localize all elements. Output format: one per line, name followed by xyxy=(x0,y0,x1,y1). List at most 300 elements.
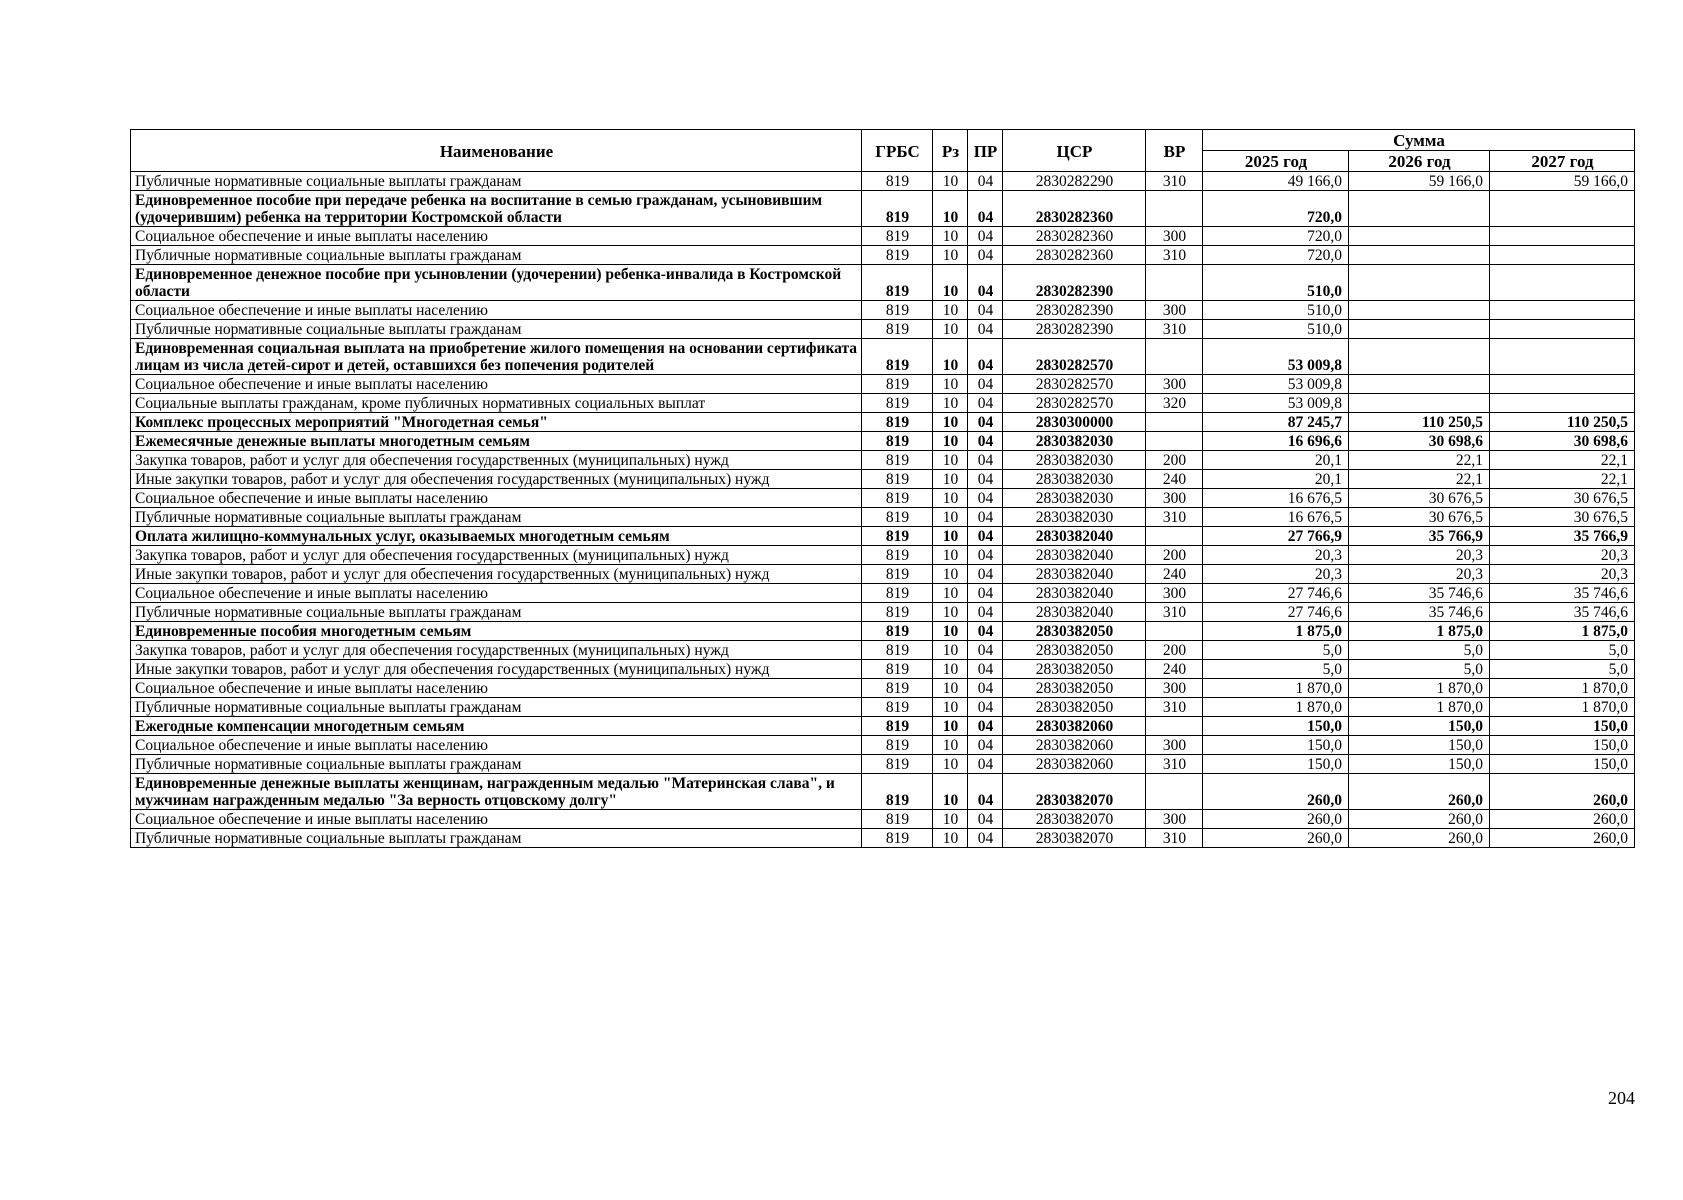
cell-vr: 310 xyxy=(1146,698,1203,717)
cell-rz: 10 xyxy=(933,508,968,527)
cell-sum-2025: 150,0 xyxy=(1203,755,1349,774)
cell-pr: 04 xyxy=(968,679,1003,698)
cell-grbs: 819 xyxy=(862,432,933,451)
cell-vr xyxy=(1146,622,1203,641)
cell-name: Иные закупки товаров, работ и услуг для обеспечения государственных (муниципальных) нужд xyxy=(131,470,862,489)
cell-vr: 240 xyxy=(1146,565,1203,584)
cell-pr: 04 xyxy=(968,829,1003,848)
cell-sum-2026: 110 250,5 xyxy=(1349,413,1490,432)
table-row xyxy=(131,451,1635,470)
cell-name: Оплата жилищно-коммунальных услуг, оказываемых многодетным семьям xyxy=(131,527,862,546)
cell-grbs: 819 xyxy=(862,339,933,375)
cell-rz: 10 xyxy=(933,227,968,246)
table-body xyxy=(131,172,1635,848)
cell-grbs: 819 xyxy=(862,584,933,603)
cell-name: Закупка товаров, работ и услуг для обеспечения государственных (муниципальных) нужд xyxy=(131,451,862,470)
cell-sum-2025: 20,3 xyxy=(1203,565,1349,584)
cell-sum-2027 xyxy=(1490,320,1635,339)
cell-sum-2026: 150,0 xyxy=(1349,736,1490,755)
cell-sum-2026 xyxy=(1349,246,1490,265)
cell-csr: 2830282360 xyxy=(1003,246,1146,265)
cell-name: Социальное обеспечение и иные выплаты населению xyxy=(131,810,862,829)
cell-rz: 10 xyxy=(933,375,968,394)
cell-sum-2027: 30 676,5 xyxy=(1490,489,1635,508)
cell-rz: 10 xyxy=(933,660,968,679)
cell-name: Социальное обеспечение и иные выплаты населению xyxy=(131,489,862,508)
cell-rz: 10 xyxy=(933,301,968,320)
cell-sum-2026 xyxy=(1349,301,1490,320)
cell-vr: 200 xyxy=(1146,451,1203,470)
cell-sum-2025: 720,0 xyxy=(1203,191,1349,227)
cell-vr: 310 xyxy=(1146,603,1203,622)
cell-grbs: 819 xyxy=(862,172,933,191)
cell-sum-2026 xyxy=(1349,394,1490,413)
cell-pr: 04 xyxy=(968,810,1003,829)
cell-vr: 300 xyxy=(1146,227,1203,246)
cell-pr: 04 xyxy=(968,339,1003,375)
cell-sum-2026 xyxy=(1349,191,1490,227)
table-row xyxy=(131,829,1635,848)
cell-sum-2025: 150,0 xyxy=(1203,736,1349,755)
cell-sum-2027: 260,0 xyxy=(1490,774,1635,810)
table-row xyxy=(131,470,1635,489)
cell-vr: 300 xyxy=(1146,301,1203,320)
cell-name: Комплекс процессных мероприятий "Многодетная семья" xyxy=(131,413,862,432)
cell-csr: 2830382070 xyxy=(1003,829,1146,848)
cell-sum-2025: 1 870,0 xyxy=(1203,698,1349,717)
cell-rz: 10 xyxy=(933,265,968,301)
table-row xyxy=(131,810,1635,829)
cell-grbs: 819 xyxy=(862,641,933,660)
cell-csr: 2830382040 xyxy=(1003,546,1146,565)
cell-sum-2026: 260,0 xyxy=(1349,810,1490,829)
cell-vr: 240 xyxy=(1146,470,1203,489)
cell-pr: 04 xyxy=(968,432,1003,451)
cell-sum-2026: 30 676,5 xyxy=(1349,508,1490,527)
cell-sum-2027 xyxy=(1490,265,1635,301)
cell-sum-2027 xyxy=(1490,375,1635,394)
cell-sum-2026: 260,0 xyxy=(1349,829,1490,848)
cell-pr: 04 xyxy=(968,413,1003,432)
cell-sum-2027: 20,3 xyxy=(1490,546,1635,565)
cell-sum-2027: 1 870,0 xyxy=(1490,679,1635,698)
cell-grbs: 819 xyxy=(862,227,933,246)
cell-grbs: 819 xyxy=(862,698,933,717)
cell-csr: 2830300000 xyxy=(1003,413,1146,432)
cell-pr: 04 xyxy=(968,717,1003,736)
cell-sum-2025: 510,0 xyxy=(1203,320,1349,339)
cell-rz: 10 xyxy=(933,172,968,191)
cell-rz: 10 xyxy=(933,489,968,508)
cell-vr: 310 xyxy=(1146,172,1203,191)
cell-csr: 2830382060 xyxy=(1003,717,1146,736)
cell-vr: 300 xyxy=(1146,375,1203,394)
cell-vr: 310 xyxy=(1146,246,1203,265)
cell-grbs: 819 xyxy=(862,451,933,470)
cell-sum-2025: 5,0 xyxy=(1203,641,1349,660)
cell-pr: 04 xyxy=(968,320,1003,339)
cell-csr: 2830382050 xyxy=(1003,698,1146,717)
cell-name: Иные закупки товаров, работ и услуг для обеспечения государственных (муниципальных) нужд xyxy=(131,565,862,584)
cell-rz: 10 xyxy=(933,679,968,698)
cell-sum-2027: 35 766,9 xyxy=(1490,527,1635,546)
cell-sum-2027: 30 698,6 xyxy=(1490,432,1635,451)
cell-pr: 04 xyxy=(968,394,1003,413)
table-row xyxy=(131,489,1635,508)
cell-sum-2026: 35 746,6 xyxy=(1349,584,1490,603)
cell-sum-2027: 150,0 xyxy=(1490,736,1635,755)
cell-pr: 04 xyxy=(968,265,1003,301)
cell-sum-2025: 260,0 xyxy=(1203,829,1349,848)
cell-sum-2025: 27 746,6 xyxy=(1203,584,1349,603)
cell-sum-2026: 1 875,0 xyxy=(1349,622,1490,641)
cell-csr: 2830282360 xyxy=(1003,227,1146,246)
cell-pr: 04 xyxy=(968,508,1003,527)
header-vr: ВР xyxy=(1146,130,1203,172)
header-row xyxy=(131,130,1635,151)
cell-csr: 2830282390 xyxy=(1003,265,1146,301)
cell-csr: 2830282390 xyxy=(1003,320,1146,339)
cell-grbs: 819 xyxy=(862,829,933,848)
cell-grbs: 819 xyxy=(862,413,933,432)
cell-csr: 2830382030 xyxy=(1003,470,1146,489)
cell-sum-2027: 30 676,5 xyxy=(1490,508,1635,527)
cell-grbs: 819 xyxy=(862,660,933,679)
cell-pr: 04 xyxy=(968,755,1003,774)
header-grbs: ГРБС xyxy=(862,130,933,172)
cell-grbs: 819 xyxy=(862,470,933,489)
cell-sum-2025: 720,0 xyxy=(1203,246,1349,265)
table-row xyxy=(131,584,1635,603)
cell-rz: 10 xyxy=(933,641,968,660)
cell-rz: 10 xyxy=(933,736,968,755)
cell-pr: 04 xyxy=(968,660,1003,679)
cell-vr: 300 xyxy=(1146,489,1203,508)
cell-rz: 10 xyxy=(933,698,968,717)
cell-name: Единовременное денежное пособие при усыновлении (удочерении) ребенка-инвалида в Костромской области xyxy=(131,265,862,301)
cell-name: Социальное обеспечение и иные выплаты населению xyxy=(131,375,862,394)
cell-sum-2027: 22,1 xyxy=(1490,451,1635,470)
cell-vr: 300 xyxy=(1146,736,1203,755)
cell-vr: 300 xyxy=(1146,679,1203,698)
header-year-2026: 2026 год xyxy=(1349,151,1490,172)
table-row xyxy=(131,546,1635,565)
cell-rz: 10 xyxy=(933,432,968,451)
table-row xyxy=(131,774,1635,810)
cell-sum-2026: 5,0 xyxy=(1349,660,1490,679)
cell-sum-2025: 260,0 xyxy=(1203,774,1349,810)
table-row xyxy=(131,755,1635,774)
cell-sum-2025: 49 166,0 xyxy=(1203,172,1349,191)
cell-name: Публичные нормативные социальные выплаты гражданам xyxy=(131,172,862,191)
cell-vr xyxy=(1146,191,1203,227)
cell-grbs: 819 xyxy=(862,265,933,301)
cell-sum-2025: 20,1 xyxy=(1203,470,1349,489)
cell-pr: 04 xyxy=(968,489,1003,508)
cell-csr: 2830282390 xyxy=(1003,301,1146,320)
cell-name: Единовременные денежные выплаты женщинам, награжденным медалью "Материнская слава", и мужчинам награжденным медалью "За верность отцовскому долгу" xyxy=(131,774,862,810)
cell-sum-2026: 35 746,6 xyxy=(1349,603,1490,622)
cell-vr: 300 xyxy=(1146,810,1203,829)
cell-rz: 10 xyxy=(933,546,968,565)
table-row xyxy=(131,698,1635,717)
cell-grbs: 819 xyxy=(862,622,933,641)
cell-rz: 10 xyxy=(933,584,968,603)
cell-sum-2026: 20,3 xyxy=(1349,565,1490,584)
cell-rz: 10 xyxy=(933,565,968,584)
cell-grbs: 819 xyxy=(862,774,933,810)
table-row xyxy=(131,717,1635,736)
cell-sum-2027: 20,3 xyxy=(1490,565,1635,584)
table-row xyxy=(131,565,1635,584)
cell-sum-2025: 1 875,0 xyxy=(1203,622,1349,641)
cell-rz: 10 xyxy=(933,527,968,546)
cell-csr: 2830382040 xyxy=(1003,527,1146,546)
cell-csr: 2830282570 xyxy=(1003,394,1146,413)
cell-rz: 10 xyxy=(933,810,968,829)
cell-sum-2027: 22,1 xyxy=(1490,470,1635,489)
table-row xyxy=(131,246,1635,265)
cell-vr: 310 xyxy=(1146,508,1203,527)
cell-grbs: 819 xyxy=(862,679,933,698)
header-csr: ЦСР xyxy=(1003,130,1146,172)
cell-grbs: 819 xyxy=(862,394,933,413)
cell-sum-2025: 16 676,5 xyxy=(1203,508,1349,527)
cell-sum-2026: 30 698,6 xyxy=(1349,432,1490,451)
table-row xyxy=(131,622,1635,641)
cell-vr: 310 xyxy=(1146,829,1203,848)
cell-sum-2027 xyxy=(1490,301,1635,320)
cell-sum-2025: 260,0 xyxy=(1203,810,1349,829)
cell-name: Социальные выплаты гражданам, кроме публичных нормативных социальных выплат xyxy=(131,394,862,413)
cell-sum-2025: 150,0 xyxy=(1203,717,1349,736)
cell-grbs: 819 xyxy=(862,717,933,736)
header-pr: ПР xyxy=(968,130,1003,172)
cell-csr: 2830382070 xyxy=(1003,774,1146,810)
header-year-2025: 2025 год xyxy=(1203,151,1349,172)
cell-name: Социальное обеспечение и иные выплаты населению xyxy=(131,584,862,603)
cell-sum-2027 xyxy=(1490,339,1635,375)
cell-csr: 2830382050 xyxy=(1003,641,1146,660)
cell-rz: 10 xyxy=(933,339,968,375)
cell-pr: 04 xyxy=(968,622,1003,641)
cell-sum-2026: 5,0 xyxy=(1349,641,1490,660)
header-rz: Рз xyxy=(933,130,968,172)
cell-sum-2026 xyxy=(1349,265,1490,301)
cell-sum-2026 xyxy=(1349,320,1490,339)
cell-sum-2025: 510,0 xyxy=(1203,301,1349,320)
cell-csr: 2830382050 xyxy=(1003,622,1146,641)
cell-name: Публичные нормативные социальные выплаты гражданам xyxy=(131,508,862,527)
cell-sum-2025: 16 676,5 xyxy=(1203,489,1349,508)
cell-csr: 2830282570 xyxy=(1003,339,1146,375)
header-name: Наименование xyxy=(131,130,862,172)
cell-sum-2026: 150,0 xyxy=(1349,755,1490,774)
cell-sum-2025: 53 009,8 xyxy=(1203,339,1349,375)
cell-grbs: 819 xyxy=(862,603,933,622)
cell-pr: 04 xyxy=(968,451,1003,470)
table-row xyxy=(131,265,1635,301)
cell-rz: 10 xyxy=(933,394,968,413)
cell-sum-2026: 35 766,9 xyxy=(1349,527,1490,546)
cell-sum-2026 xyxy=(1349,339,1490,375)
cell-pr: 04 xyxy=(968,246,1003,265)
cell-vr xyxy=(1146,339,1203,375)
cell-pr: 04 xyxy=(968,603,1003,622)
cell-csr: 2830382050 xyxy=(1003,660,1146,679)
cell-grbs: 819 xyxy=(862,191,933,227)
cell-vr xyxy=(1146,717,1203,736)
cell-vr: 310 xyxy=(1146,320,1203,339)
cell-pr: 04 xyxy=(968,641,1003,660)
cell-name: Иные закупки товаров, работ и услуг для обеспечения государственных (муниципальных) нужд xyxy=(131,660,862,679)
cell-name: Ежемесячные денежные выплаты многодетным семьям xyxy=(131,432,862,451)
cell-grbs: 819 xyxy=(862,375,933,394)
cell-grbs: 819 xyxy=(862,755,933,774)
cell-rz: 10 xyxy=(933,622,968,641)
cell-pr: 04 xyxy=(968,698,1003,717)
cell-vr: 200 xyxy=(1146,546,1203,565)
table-row xyxy=(131,394,1635,413)
cell-sum-2025: 5,0 xyxy=(1203,660,1349,679)
cell-vr: 320 xyxy=(1146,394,1203,413)
cell-csr: 2830382030 xyxy=(1003,451,1146,470)
cell-rz: 10 xyxy=(933,717,968,736)
cell-rz: 10 xyxy=(933,755,968,774)
cell-sum-2027 xyxy=(1490,191,1635,227)
cell-sum-2025: 87 245,7 xyxy=(1203,413,1349,432)
cell-vr: 240 xyxy=(1146,660,1203,679)
cell-csr: 2830382040 xyxy=(1003,584,1146,603)
cell-csr: 2830382030 xyxy=(1003,432,1146,451)
table-row xyxy=(131,301,1635,320)
cell-sum-2026: 1 870,0 xyxy=(1349,679,1490,698)
cell-sum-2027: 110 250,5 xyxy=(1490,413,1635,432)
cell-sum-2026: 260,0 xyxy=(1349,774,1490,810)
cell-grbs: 819 xyxy=(862,810,933,829)
table-row xyxy=(131,172,1635,191)
cell-grbs: 819 xyxy=(862,736,933,755)
cell-sum-2025: 16 696,6 xyxy=(1203,432,1349,451)
cell-grbs: 819 xyxy=(862,565,933,584)
cell-sum-2027: 1 875,0 xyxy=(1490,622,1635,641)
cell-name: Публичные нормативные социальные выплаты гражданам xyxy=(131,698,862,717)
cell-name: Единовременные пособия многодетным семьям xyxy=(131,622,862,641)
table-row xyxy=(131,191,1635,227)
cell-sum-2025: 510,0 xyxy=(1203,265,1349,301)
cell-sum-2027: 1 870,0 xyxy=(1490,698,1635,717)
cell-pr: 04 xyxy=(968,375,1003,394)
cell-sum-2025: 53 009,8 xyxy=(1203,375,1349,394)
cell-rz: 10 xyxy=(933,829,968,848)
cell-pr: 04 xyxy=(968,584,1003,603)
cell-rz: 10 xyxy=(933,774,968,810)
cell-sum-2026: 150,0 xyxy=(1349,717,1490,736)
cell-pr: 04 xyxy=(968,774,1003,810)
cell-sum-2027 xyxy=(1490,246,1635,265)
cell-grbs: 819 xyxy=(862,546,933,565)
cell-pr: 04 xyxy=(968,736,1003,755)
cell-sum-2026: 59 166,0 xyxy=(1349,172,1490,191)
cell-name: Публичные нормативные социальные выплаты гражданам xyxy=(131,755,862,774)
table-row xyxy=(131,508,1635,527)
cell-sum-2027: 150,0 xyxy=(1490,717,1635,736)
cell-name: Публичные нормативные социальные выплаты гражданам xyxy=(131,829,862,848)
cell-csr: 2830382030 xyxy=(1003,508,1146,527)
cell-rz: 10 xyxy=(933,451,968,470)
table-row xyxy=(131,641,1635,660)
table-row xyxy=(131,339,1635,375)
cell-sum-2027: 35 746,6 xyxy=(1490,584,1635,603)
cell-csr: 2830382040 xyxy=(1003,603,1146,622)
cell-sum-2026: 20,3 xyxy=(1349,546,1490,565)
cell-csr: 2830382060 xyxy=(1003,736,1146,755)
cell-name: Публичные нормативные социальные выплаты гражданам xyxy=(131,246,862,265)
cell-sum-2027: 260,0 xyxy=(1490,829,1635,848)
table-row xyxy=(131,432,1635,451)
cell-sum-2026 xyxy=(1349,227,1490,246)
cell-csr: 2830382070 xyxy=(1003,810,1146,829)
cell-csr: 2830282360 xyxy=(1003,191,1146,227)
cell-vr xyxy=(1146,774,1203,810)
cell-sum-2025: 1 870,0 xyxy=(1203,679,1349,698)
cell-grbs: 819 xyxy=(862,489,933,508)
cell-sum-2027 xyxy=(1490,394,1635,413)
cell-sum-2025: 27 746,6 xyxy=(1203,603,1349,622)
cell-csr: 2830382030 xyxy=(1003,489,1146,508)
cell-rz: 10 xyxy=(933,246,968,265)
cell-sum-2027: 5,0 xyxy=(1490,641,1635,660)
cell-name: Социальное обеспечение и иные выплаты населению xyxy=(131,227,862,246)
cell-sum-2026: 22,1 xyxy=(1349,451,1490,470)
cell-name: Социальное обеспечение и иные выплаты населению xyxy=(131,301,862,320)
cell-pr: 04 xyxy=(968,527,1003,546)
table-row xyxy=(131,320,1635,339)
cell-name: Закупка товаров, работ и услуг для обеспечения государственных (муниципальных) нужд xyxy=(131,546,862,565)
cell-rz: 10 xyxy=(933,413,968,432)
table-row xyxy=(131,603,1635,622)
cell-sum-2026 xyxy=(1349,375,1490,394)
page-number: 204 xyxy=(1608,1088,1635,1108)
cell-sum-2026: 1 870,0 xyxy=(1349,698,1490,717)
table-row xyxy=(131,375,1635,394)
cell-pr: 04 xyxy=(968,227,1003,246)
table-row xyxy=(131,527,1635,546)
table-row xyxy=(131,413,1635,432)
cell-rz: 10 xyxy=(933,470,968,489)
cell-name: Единовременное пособие при передаче ребенка на воспитание в семью гражданам, усыновившим (удочерившим) ребенка на территории Костромской области xyxy=(131,191,862,227)
cell-sum-2025: 20,3 xyxy=(1203,546,1349,565)
cell-rz: 10 xyxy=(933,603,968,622)
cell-grbs: 819 xyxy=(862,508,933,527)
cell-pr: 04 xyxy=(968,565,1003,584)
cell-csr: 2830282570 xyxy=(1003,375,1146,394)
cell-pr: 04 xyxy=(968,301,1003,320)
cell-pr: 04 xyxy=(968,470,1003,489)
cell-rz: 10 xyxy=(933,191,968,227)
cell-vr: 200 xyxy=(1146,641,1203,660)
cell-pr: 04 xyxy=(968,172,1003,191)
table-row xyxy=(131,679,1635,698)
cell-csr: 2830382050 xyxy=(1003,679,1146,698)
cell-grbs: 819 xyxy=(862,527,933,546)
cell-vr: 300 xyxy=(1146,584,1203,603)
cell-csr: 2830282290 xyxy=(1003,172,1146,191)
cell-sum-2027: 150,0 xyxy=(1490,755,1635,774)
header-sum: Сумма xyxy=(1203,130,1635,151)
cell-name: Единовременная социальная выплата на приобретение жилого помещения на основании сертификата лицам из числа детей-сирот и детей, оставшихся без попечения родителей xyxy=(131,339,862,375)
cell-vr xyxy=(1146,527,1203,546)
